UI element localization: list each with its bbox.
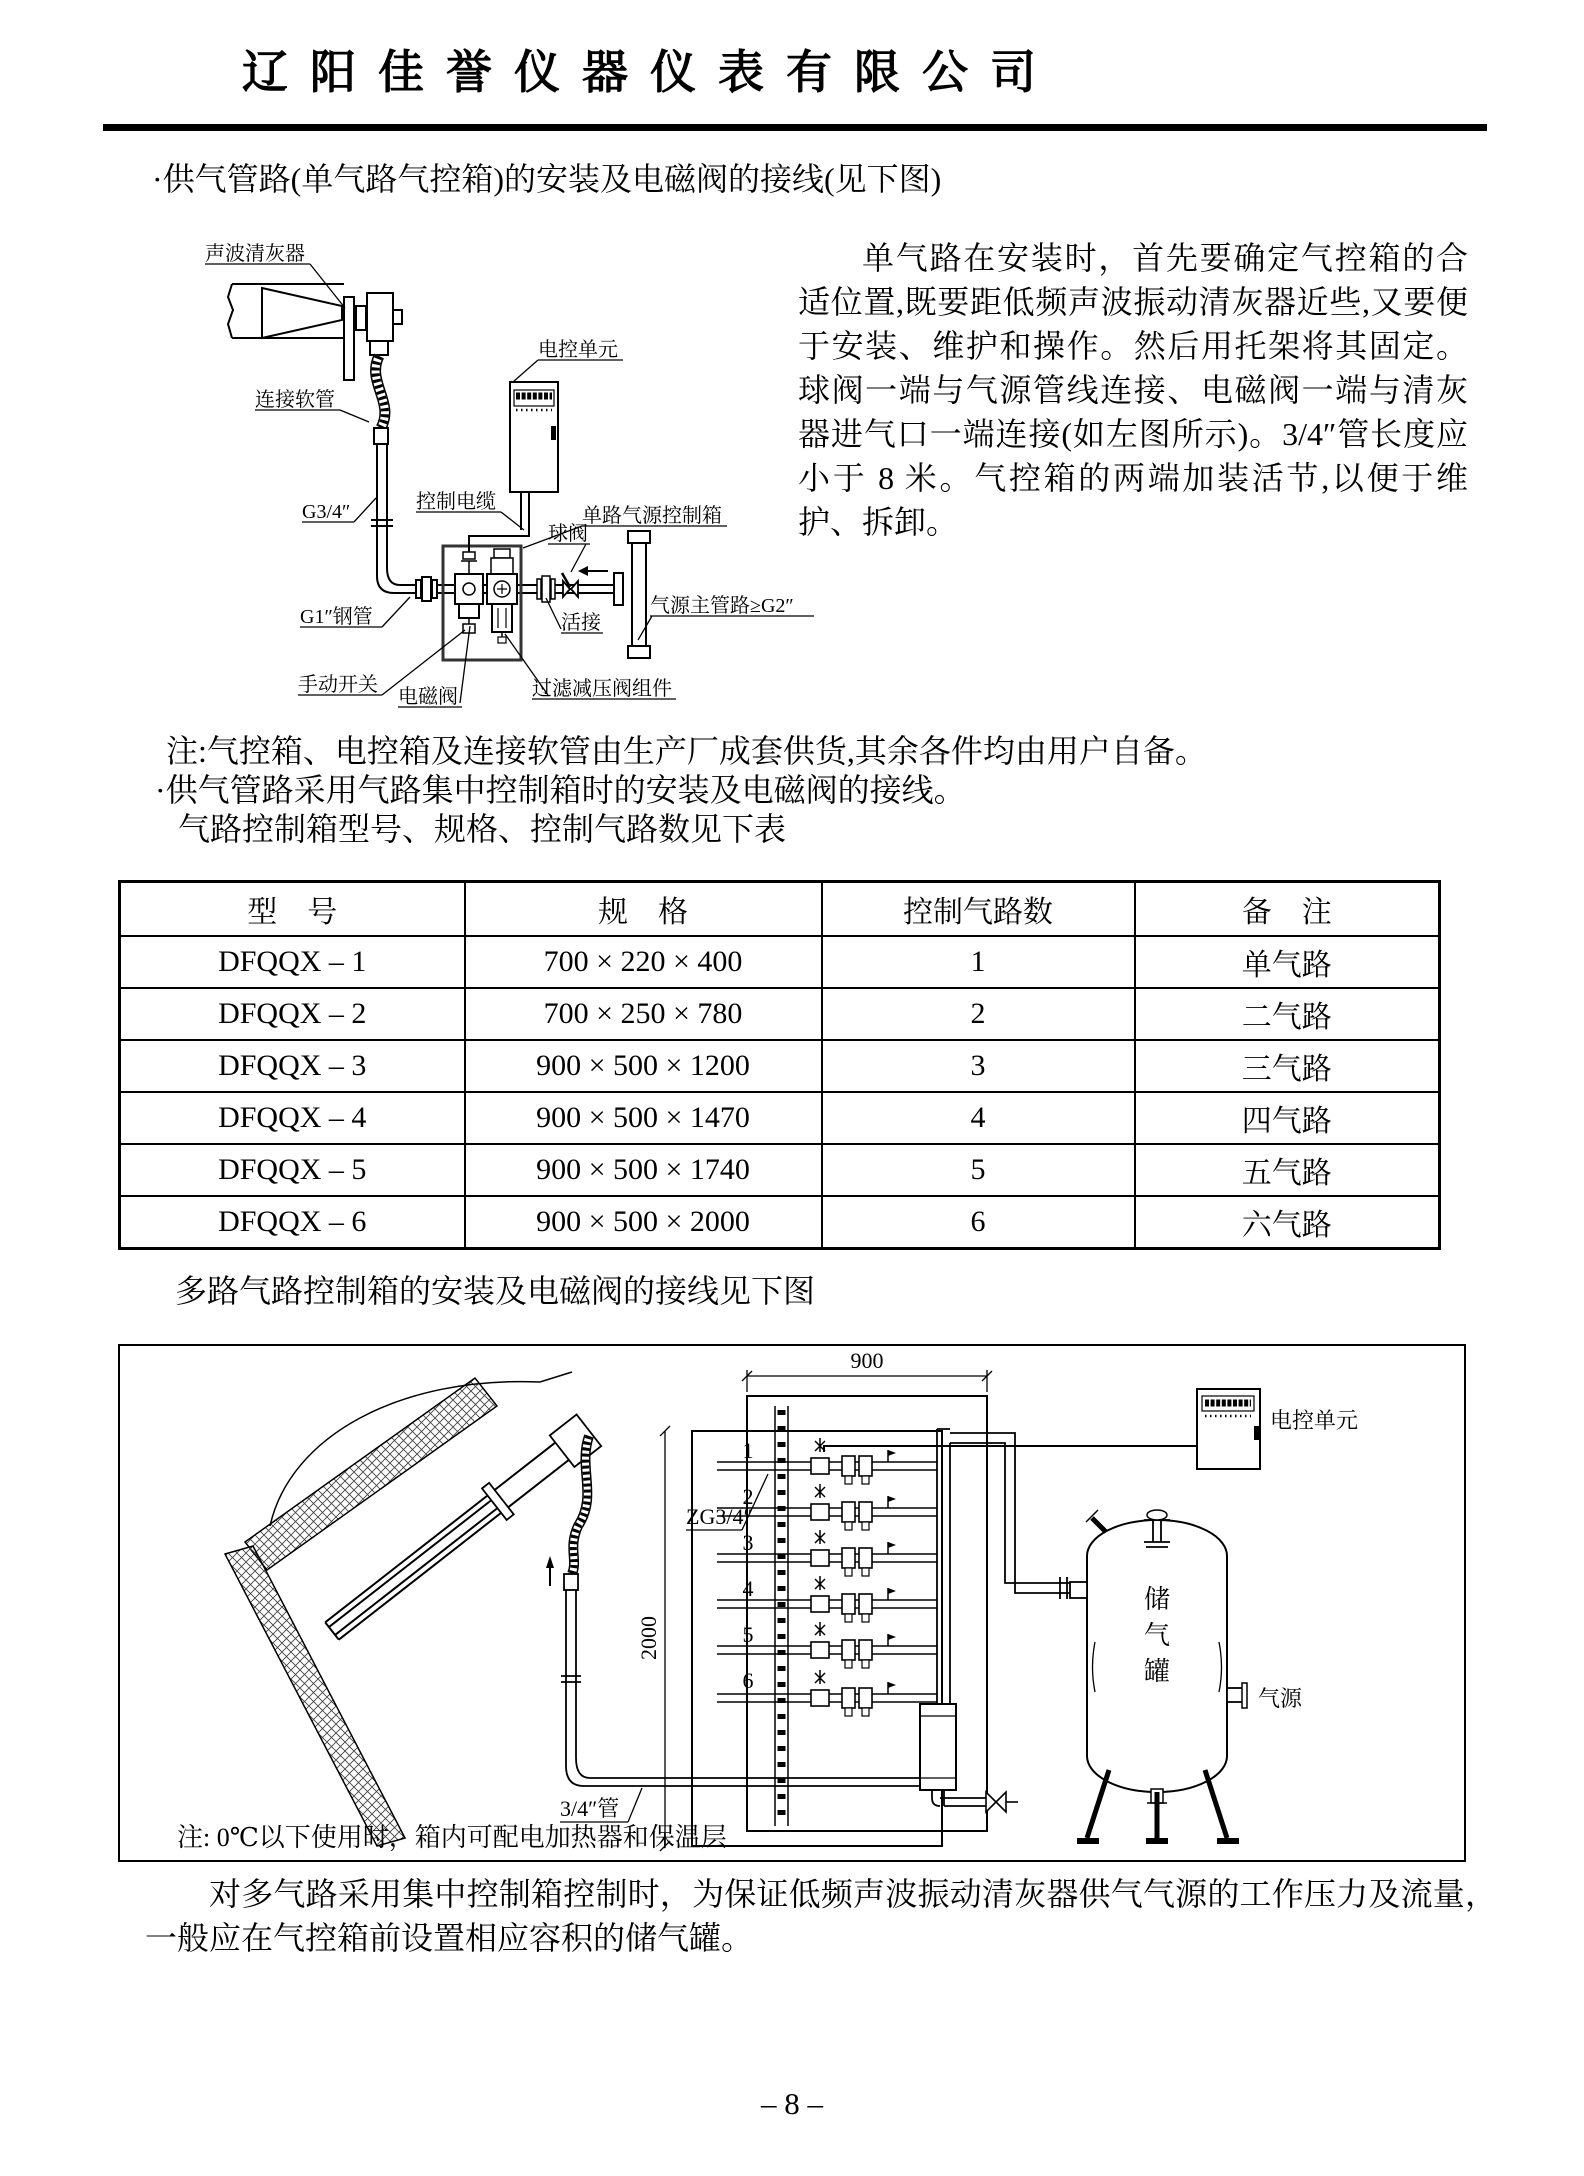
hopper [225, 1372, 572, 1846]
section2-bullet: ·供气管路采用气路集中控制箱时的安装及电磁阀的接线。 [155, 772, 966, 808]
cell-paths: 1 [822, 936, 1135, 988]
cell-remark: 三气路 [1135, 1040, 1440, 1092]
closing-paragraph: 对多气路采用集中控制箱控制时，为保证低频声波振动清灰器供气气源的工作压力及流量，一般应在气控箱前设置相应容积的储气罐。 [145, 1876, 1497, 1956]
row-number-3: 3 [742, 1530, 754, 1555]
pipe34-label [560, 1788, 642, 1822]
dim-2000 [636, 1426, 670, 1851]
label-hose: 连接软管 [255, 389, 335, 411]
label-g1-pipe: G1″钢管 [300, 606, 373, 628]
note1: 注:气控箱、电控箱及连接软管由生产厂成套供货,其余各件均由用户自备。 [166, 733, 1207, 769]
row-number-4: 4 [742, 1576, 754, 1601]
table-row [120, 936, 1440, 988]
flow-arrow [578, 566, 608, 576]
svg-text:电控单元: 电控单元 [1270, 1408, 1359, 1433]
cell-paths: 6 [822, 1196, 1135, 1249]
label-g34: G3/4″ [302, 501, 351, 523]
label-union: 活接 [561, 612, 601, 634]
label-sonic-cleaner: 声波清灰器 [205, 243, 305, 265]
table-intro: 气路控制箱型号、规格、控制气路数见下表 [178, 811, 787, 847]
label-ball-valve: 球阀 [548, 523, 588, 545]
cell-paths: 2 [822, 988, 1135, 1040]
cell-remark: 五气路 [1135, 1144, 1440, 1196]
section1-title: ·供气管路(单气路气控箱)的安装及电磁阀的接线(见下图) [152, 161, 942, 197]
fig2-control-unit [1197, 1389, 1358, 1469]
cell-remark: 六气路 [1135, 1196, 1440, 1249]
cell-spec: 700 × 220 × 400 [465, 936, 822, 988]
zg34-label [686, 1474, 768, 1530]
label-single-box: 单路气源控制箱 [582, 505, 722, 527]
table-row [120, 988, 1440, 1040]
cell-paths: 5 [822, 1144, 1135, 1196]
fig2-note: 注: 0℃以下使用时，箱内可配电加热器和保温层 [177, 1823, 727, 1852]
tank-char-3: 罐 [1143, 1657, 1171, 1686]
section1-paragraph: 单气路在安装时，首先要确定气控箱的合适位置,既要距低频声波振动清灰器近些,又要便于安装、维护和操作。然后用托架将其固定。球阀一端与气源管线连接、电磁阀一端与清灰器进气口一端连接(如左图所示)。3/4″管长度应小于 8 米。气控箱的两端加装活节,以便于维护、拆卸。 [798, 240, 1468, 540]
page-number: – 8 – [761, 2086, 823, 2121]
cell-spec: 700 × 250 × 780 [465, 988, 822, 1040]
tank-char-1: 储 [1143, 1585, 1171, 1614]
table-row [120, 1196, 1440, 1249]
cell-model: DFQQX – 2 [120, 988, 465, 1040]
cell-model: DFQQX – 3 [120, 1040, 465, 1092]
col-header-spec: 规 格 [465, 882, 822, 937]
cell-remark: 二气路 [1135, 988, 1440, 1040]
header-rule [103, 124, 1487, 131]
tank-char-2: 气 [1143, 1621, 1171, 1650]
svg-text:ZG3/4″: ZG3/4″ [686, 1504, 753, 1529]
figure-multi-path-frame [118, 1344, 1466, 1862]
label-solenoid: 电磁阀 [398, 686, 458, 708]
cell-spec: 900 × 500 × 1200 [465, 1040, 822, 1092]
row-number-5: 5 [742, 1622, 754, 1647]
table-header-row [120, 882, 1440, 937]
storage-tank [1070, 1510, 1247, 1844]
cell-spec: 900 × 500 × 2000 [465, 1196, 822, 1249]
col-header-remark: 备 注 [1135, 882, 1440, 937]
figure-multi-path-diagram [120, 1346, 1464, 1860]
table-row [120, 1092, 1440, 1144]
label-control-cable: 控制电缆 [416, 491, 496, 513]
label-manual-switch: 手动开关 [298, 674, 378, 696]
spec-table [118, 880, 1441, 1250]
main-pipe-tee [614, 531, 650, 658]
svg-text:2000: 2000 [636, 1616, 661, 1660]
dim-900 [742, 1348, 992, 1392]
solenoid-valve [455, 552, 483, 633]
horn-assembly [320, 1415, 602, 1647]
table-row [120, 1040, 1440, 1092]
col-header-model: 型 号 [120, 882, 465, 937]
cabinet-outer [692, 1431, 942, 1846]
cell-model: DFQQX – 6 [120, 1196, 465, 1249]
label-main-pipe: 气源主管路≥G2″ [650, 595, 794, 617]
row-number-1: 1 [742, 1438, 754, 1463]
electric-control-unit [510, 382, 558, 492]
gas-source-label: 气源 [1258, 1686, 1303, 1711]
cell-remark: 四气路 [1135, 1092, 1440, 1144]
company-name: 辽阳佳誉仪器仪表有限公司 [242, 47, 1058, 98]
col-header-paths: 控制气路数 [822, 882, 1135, 937]
cell-paths: 3 [822, 1040, 1135, 1092]
cell-spec: 900 × 500 × 1470 [465, 1092, 822, 1144]
cell-model: DFQQX – 5 [120, 1144, 465, 1196]
row-number-6: 6 [742, 1668, 754, 1693]
svg-text:900: 900 [850, 1348, 884, 1373]
mounting-rail [775, 1406, 788, 1826]
cell-spec: 900 × 500 × 1740 [465, 1144, 822, 1196]
cell-remark: 单气路 [1135, 936, 1440, 988]
flexible-hose [374, 356, 388, 444]
cell-model: DFQQX – 1 [120, 936, 465, 988]
filter-regulator [487, 549, 517, 643]
svg-text:3/4″管: 3/4″管 [560, 1796, 620, 1821]
row-number-2: 2 [742, 1484, 754, 1509]
cell-model: DFQQX – 4 [120, 1092, 465, 1144]
label-control-unit: 电控单元 [538, 339, 618, 361]
figure-single-path-diagram [120, 160, 820, 720]
fig2-intro: 多路气路控制箱的安装及电磁阀的接线见下图 [175, 1273, 816, 1309]
fig2-control-wire [824, 1446, 1197, 1452]
cell-paths: 4 [822, 1092, 1135, 1144]
table-row [120, 1144, 1440, 1196]
label-filter-assembly: 过滤减压阀组件 [532, 678, 672, 700]
